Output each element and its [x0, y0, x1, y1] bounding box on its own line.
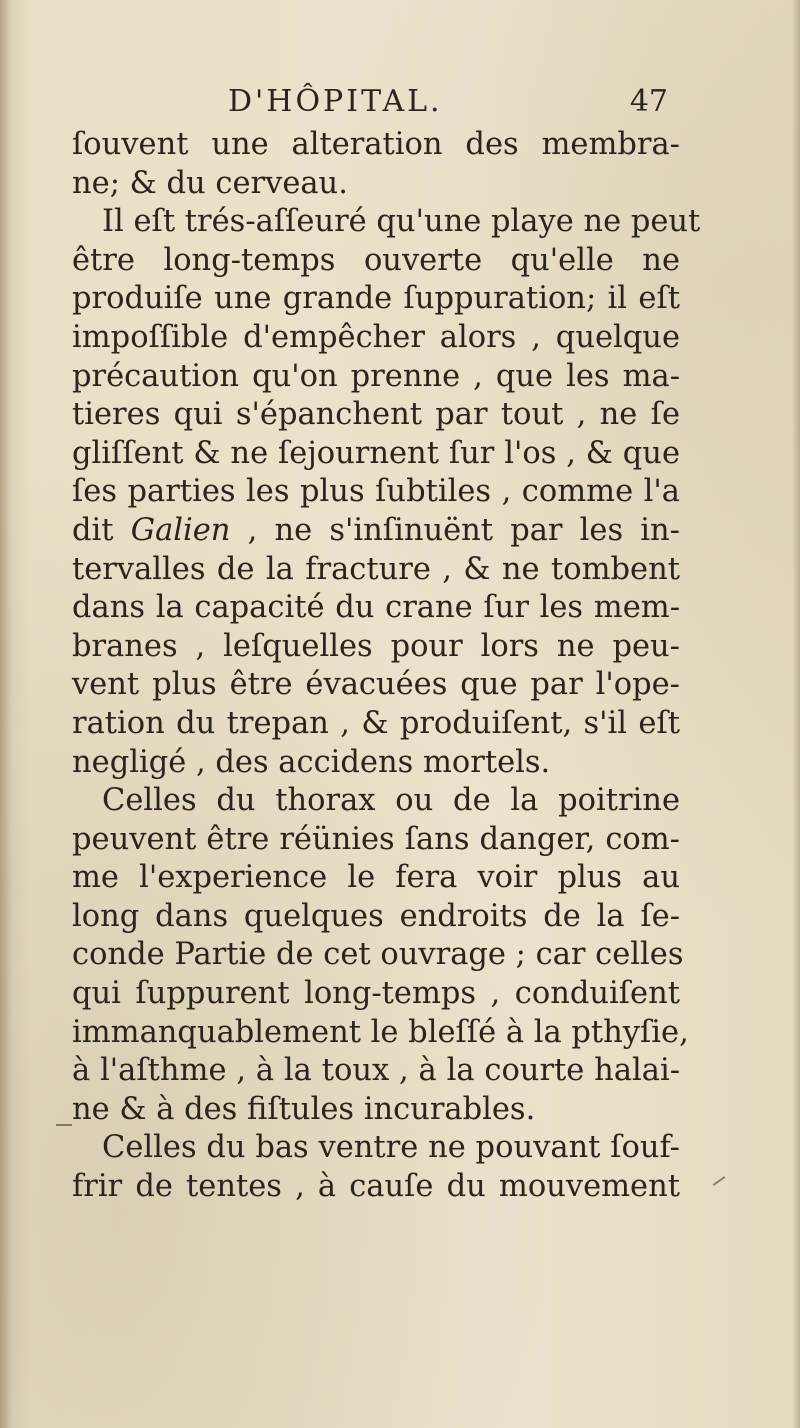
- text-line: dans la capacité du crane ſur les mem-: [72, 590, 680, 626]
- text-line: frir de tentes , à cauſe du mouvement: [72, 1169, 680, 1205]
- text-line: impoſſible d'empêcher alors , quelque: [72, 319, 680, 355]
- text-line: Celles du bas ventre ne pouvant ſouf-: [102, 1130, 680, 1166]
- text-line: gliſſent & ne ſejournent ſur l'os , & que: [72, 435, 680, 471]
- page-gutter-shadow: [0, 0, 12, 1428]
- margin-dash-mark: [56, 1124, 72, 1126]
- text-line: negligé , des accidens mortels.: [72, 744, 551, 780]
- text-line: conde Partie de cet ouvrage ; car celles: [72, 937, 684, 973]
- text-line: Il eſt trés-aſſeuré qu'une playe ne peut: [102, 204, 701, 240]
- paragraph-1: [72, 126, 680, 203]
- page-edge-shadow: [792, 0, 800, 1428]
- text-line: Celles du thorax ou de la poitrine: [102, 783, 680, 819]
- body-text: [72, 126, 701, 1207]
- margin-stroke-mark: [713, 1176, 726, 1186]
- text-line: ſouvent une alteration des membra-: [72, 127, 680, 162]
- text-line: précaution qu'on prenne , que les ma-: [72, 358, 680, 394]
- running-title: D'HÔPITAL.: [228, 84, 443, 119]
- text-line: ne; & du cerveau.: [72, 165, 348, 201]
- paragraph-3: [72, 782, 689, 1129]
- text-line: tieres qui s'épanchent par tout , ne ſe: [72, 397, 680, 433]
- text-line: me l'experience le fera voir plus au: [72, 860, 680, 896]
- page-number: 47: [629, 84, 668, 119]
- text-line: peuvent être réünies ſans danger, com-: [72, 821, 680, 857]
- text-line: long dans quelques endroits de la ſe-: [72, 898, 680, 934]
- text-line: dit Galien , ne s'inſinuënt par les in-: [72, 512, 680, 548]
- text-line: ration du trepan , & produiſent, s'il eſt: [72, 705, 680, 741]
- text-line: tervalles de la fracture , & ne tombent: [72, 551, 680, 587]
- text-line: ne & à des fiſtules incurables.: [72, 1091, 536, 1127]
- text-line: être long-temps ouverte qu'elle ne: [72, 242, 680, 278]
- paragraph-4: [72, 1129, 680, 1206]
- paragraph-2: [72, 203, 701, 782]
- text-line: qui ſuppurent long-temps , conduiſent: [72, 976, 680, 1012]
- text-line: branes , leſquelles pour lors ne peu-: [72, 628, 680, 664]
- text-line: produiſe une grande ſuppuration; il eſt: [72, 281, 680, 317]
- text-line: immanquablement le bleſſé à la pthyſie,: [72, 1014, 689, 1050]
- text-line: vent plus être évacuées que par l'ope-: [72, 667, 680, 703]
- italic-name: Galien: [130, 512, 231, 548]
- text-line: ſes parties les plus ſubtiles , comme l'a: [72, 474, 680, 510]
- text-line: à l'aſthme , à la toux , à la courte halai-: [72, 1053, 680, 1089]
- running-header: [228, 84, 668, 124]
